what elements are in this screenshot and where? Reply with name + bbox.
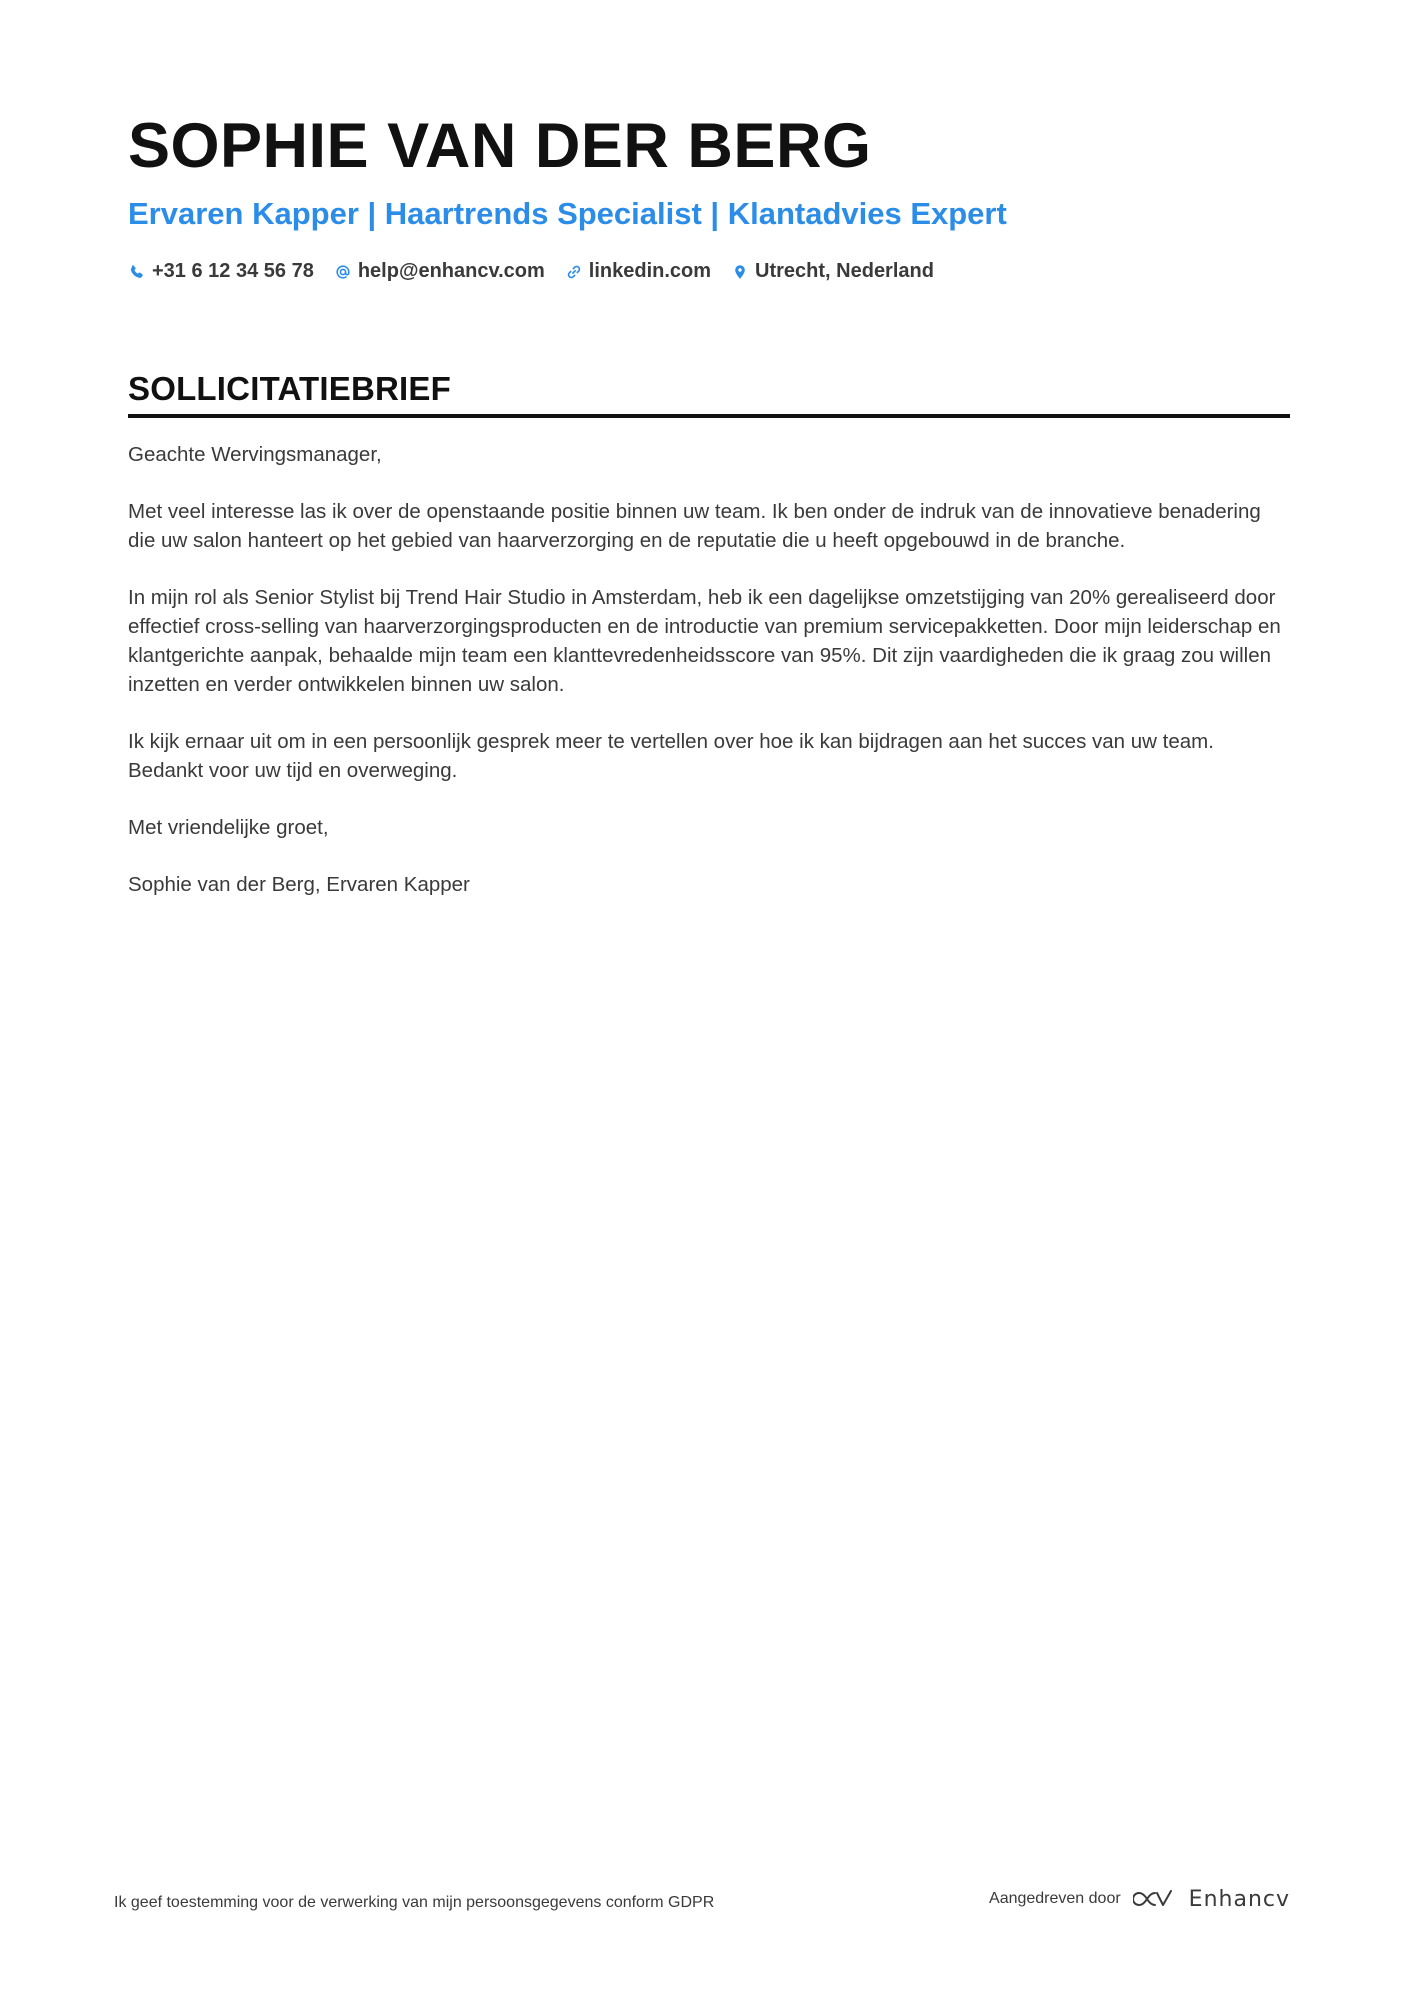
- contact-row: [128, 260, 1288, 283]
- enhancv-logo[interactable]: [1133, 1886, 1290, 1912]
- powered-by: [989, 1886, 1290, 1912]
- header: [128, 108, 1288, 283]
- letter-closing: Met vriendelijke groet,: [128, 816, 329, 839]
- contact-phone: [128, 260, 314, 283]
- linkedin-link[interactable]: linkedin.com: [588, 260, 712, 282]
- location-text: Utrecht, Nederland: [755, 260, 934, 282]
- letter-greeting: Geachte Wervingsmanager,: [128, 443, 382, 466]
- at-icon: [334, 263, 352, 281]
- letter-paragraph: In mijn rol als Senior Stylist bij Trend Hair Studio in Amsterdam, heb ik een dagelijkse omzetstijging van 20% gerealiseerd door effectief cross-selling van haarverzorgingsproducten en de introductie van premium servicepakketten. Door mijn leiderschap en klantgerichte aanpak, behaalde mijn team een klanttevredenheidsscore van 95%. Dit zijn vaardigheden die ik graag zou willen inzetten en verder ontwikkelen binnen uw salon.: [128, 586, 1281, 696]
- letter-paragraph: Met veel interesse las ik over de openstaande positie binnen uw team. Ik ben onder de indruk van de innovatieve benadering die uw salon hanteert op het gebied van haarverzorging en de reputatie die u heeft opgebouwd in de branche.: [128, 500, 1261, 552]
- contact-location: [731, 260, 934, 283]
- powered-by-label: Aangedreven door: [989, 1890, 1121, 1907]
- section-title: SOLLICITATIEBRIEF: [128, 370, 451, 407]
- enhancv-brand: Enhancv: [1188, 1886, 1290, 1912]
- contact-linkedin[interactable]: [565, 260, 711, 283]
- candidate-title: Ervaren Kapper | Haartrends Specialist | Klantadvies Expert: [128, 196, 1007, 231]
- link-icon: [565, 263, 583, 281]
- section-divider: [128, 414, 1290, 418]
- cover-letter-section: [128, 368, 1290, 927]
- candidate-name: SOPHIE VAN DER BERG: [128, 111, 872, 181]
- contact-email[interactable]: [334, 260, 545, 283]
- phone-text: +31 6 12 34 56 78: [152, 260, 314, 282]
- enhancv-logo-icon: [1133, 1886, 1179, 1912]
- letter-body: [128, 440, 1290, 899]
- email-link[interactable]: help@enhancv.com: [357, 260, 545, 282]
- letter-paragraph: Ik kijk ernaar uit om in een persoonlijk gesprek meer te vertellen over hoe ik kan bijdragen aan het succes van uw team. Bedankt voor uw tijd en overweging.: [128, 730, 1214, 782]
- gdpr-consent: Ik geef toestemming voor de verwerking van mijn persoonsgegevens conform GDPR: [114, 1894, 715, 1911]
- letter-signature: Sophie van der Berg, Ervaren Kapper: [128, 873, 470, 896]
- phone-icon: [128, 263, 146, 281]
- location-pin-icon: [731, 263, 749, 281]
